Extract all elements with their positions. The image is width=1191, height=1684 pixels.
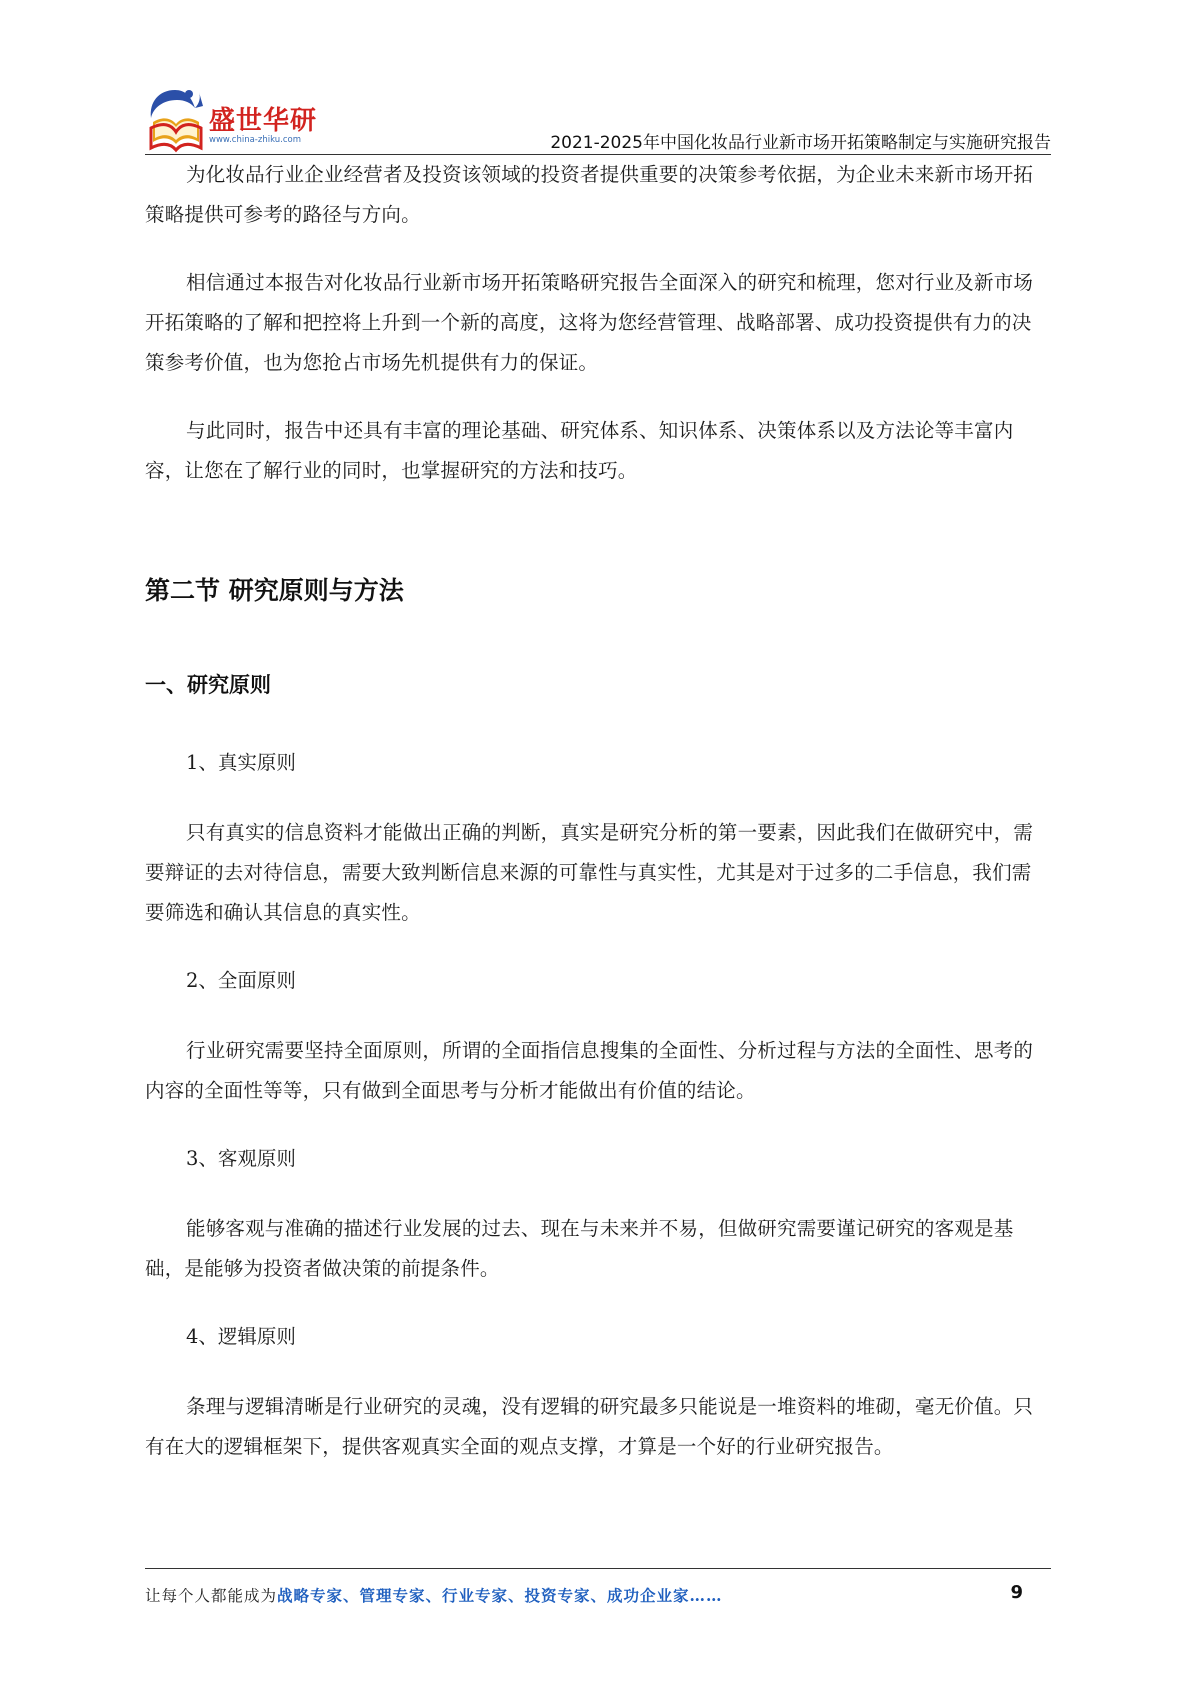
logo-url: www.china-zhiku.com [209,135,301,145]
section-heading: 第二节 研究原则与方法 [145,576,404,605]
subsection-heading: 一、研究原则 [145,673,271,697]
company-logo [145,84,335,154]
principle-body: 只有真实的信息资料才能做出正确的判断，真实是研究分析的第一要素，因此我们在做研究中，需要辩证的去对待信息，需要大致判断信息来源的可靠性与真实性，尤其是对于过多的二手信息，我们需要筛选和确认其信息的真实性。 [145,821,1034,924]
principle-body: 行业研究需要坚持全面原则，所谓的全面指信息搜集的全面性、分析过程与方法的全面性、思考的内容的全面性等等，只有做到全面思考与分析才能做出有价值的结论。 [145,1039,1034,1102]
page-number: 9 [1010,1582,1023,1603]
logo-name: 盛世华研 [209,106,318,136]
principle-heading: 1、真实原则 [186,751,296,774]
intro-paragraph: 为化妆品行业企业经营者及投资该领域的投资者提供重要的决策参考依据，为企业未来新市场开拓策略提供可参考的路径与方向。 [145,163,1034,226]
principle-body: 条理与逻辑清晰是行业研究的灵魂，没有逻辑的研究最多只能说是一堆资料的堆砌，毫无价值。只有在大的逻辑框架下，提供客观真实全面的观点支撑，才算是一个好的行业研究报告。 [145,1395,1034,1458]
logo-book-icon [145,84,207,154]
document-title: 2021-2025年中国化妆品行业新市场开拓策略制定与实施研究报告 [550,133,1051,153]
principle-heading: 3、客观原则 [186,1147,296,1170]
principle-heading: 2、全面原则 [186,969,296,992]
footer-divider [145,1568,1051,1569]
slogan-prefix: 让每个人都能成为 [145,1587,278,1605]
page-body [145,165,1051,1467]
principle-body: 能够客观与准确的描述行业发展的过去、现在与未来并不易，但做研究需要谨记研究的客观是基础，是能够为投资者做决策的前提条件。 [145,1217,1014,1280]
footer-slogan [145,1584,723,1606]
intro-paragraph: 与此同时，报告中还具有丰富的理论基础、研究体系、知识体系、决策体系以及方法论等丰富内容，让您在了解行业的同时，也掌握研究的方法和技巧。 [145,419,1014,482]
page-header [145,78,1051,158]
slogan-highlight: 战略专家、管理专家、行业专家、投资专家、成功企业家…… [277,1586,723,1605]
principle-heading: 4、逻辑原则 [186,1325,296,1348]
page-footer [145,1568,1051,1605]
intro-paragraph: 相信通过本报告对化妆品行业新市场开拓策略研究报告全面深入的研究和梳理，您对行业及新市场开拓策略的了解和把控将上升到一个新的高度，这将为您经营管理、战略部署、成功投资提供有力的决策参考价值，也为您抢占市场先机提供有力的保证。 [145,271,1034,374]
